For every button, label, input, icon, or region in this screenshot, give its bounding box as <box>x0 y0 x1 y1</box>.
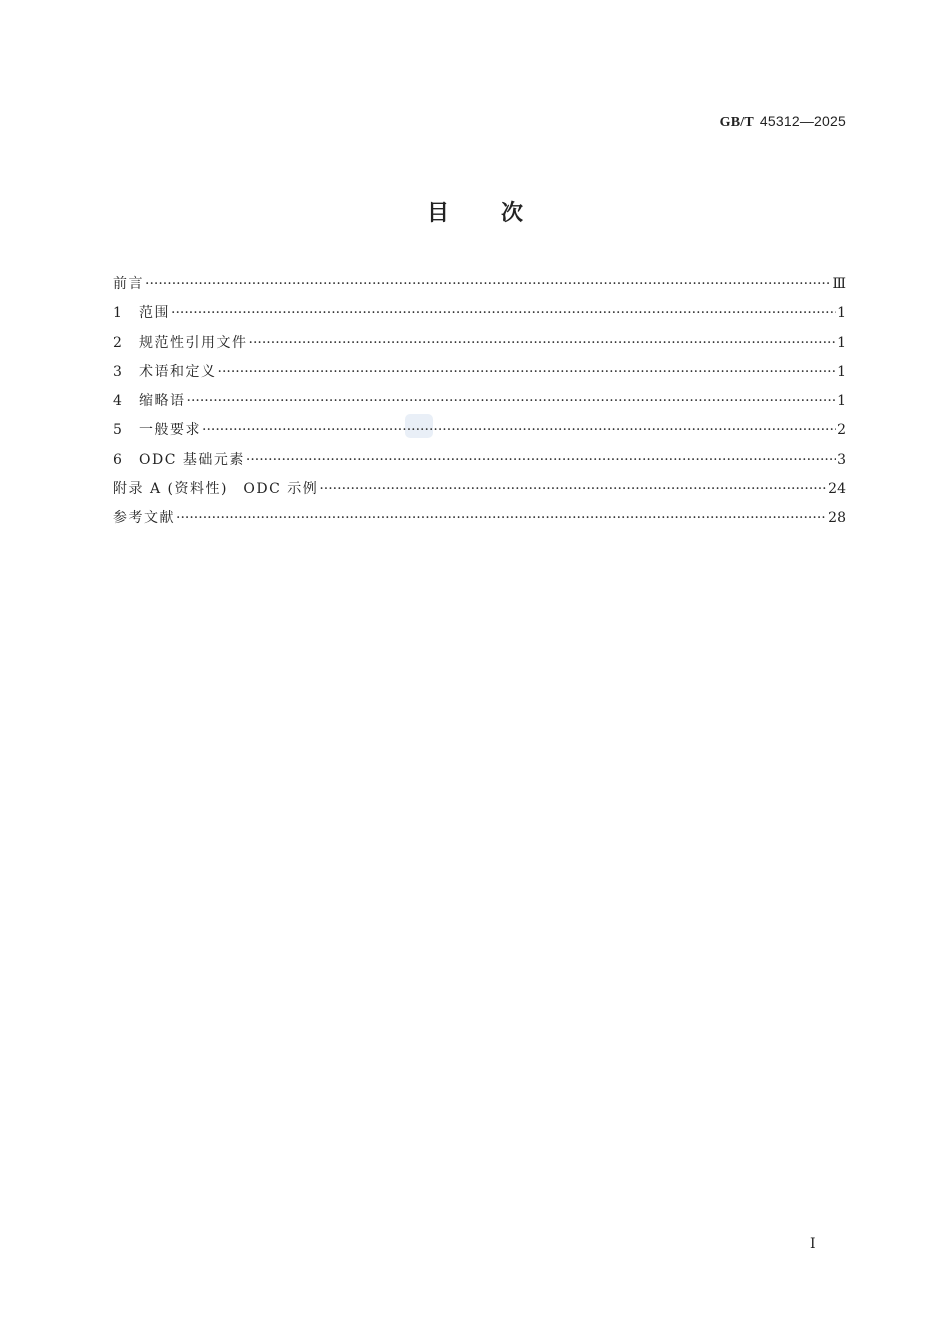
toc-entry-number: 2 <box>113 334 122 351</box>
toc-entry-text: 范围 <box>139 305 170 322</box>
toc-leader <box>171 302 836 324</box>
toc-entry-page: 1 <box>837 363 846 380</box>
toc-entry-page: 24 <box>828 481 846 498</box>
toc-entry-page: 1 <box>837 305 846 322</box>
toc-leader <box>218 361 837 383</box>
page-number: I <box>810 1236 816 1252</box>
toc-entry-page: 28 <box>828 510 846 527</box>
toc-entry-normative-references[interactable] <box>113 332 846 361</box>
toc-entry-general-requirements[interactable] <box>113 419 846 448</box>
standard-number: 45312—2025 <box>759 113 846 129</box>
toc-leader <box>319 478 827 500</box>
toc-entry-number: 1 <box>113 305 122 322</box>
toc-entry-page: 1 <box>837 334 846 351</box>
toc-entry-text: 附录 A (资料性) ODC 示例 <box>113 481 319 498</box>
toc-entry-page: Ⅲ <box>832 276 846 292</box>
toc-leader <box>246 449 836 471</box>
toc-leader <box>145 273 831 295</box>
toc-entry-bibliography[interactable] <box>113 507 846 536</box>
toc-entry-number: 4 <box>113 393 122 410</box>
toc-entry-abbreviations[interactable] <box>113 390 846 419</box>
toc-entry-text: 参考文献 <box>113 510 175 527</box>
toc-entry-number: 3 <box>113 363 122 380</box>
toc-entry-scope[interactable] <box>113 302 846 331</box>
toc-entry-terms-definitions[interactable] <box>113 361 846 390</box>
toc-entry-text: 术语和定义 <box>139 363 217 380</box>
toc-entry-odc-basic-elements[interactable] <box>113 449 846 478</box>
toc-entry-number: 6 <box>113 451 122 468</box>
toc-entry-foreword[interactable] <box>113 273 846 302</box>
toc-entry-text: 一般要求 <box>139 422 201 439</box>
toc-title: 目次 <box>426 201 575 226</box>
standard-code <box>720 113 846 131</box>
standard-prefix: GB/T <box>719 115 754 130</box>
toc-entry-appendix-a[interactable] <box>113 478 846 507</box>
toc-entry-text: ODC 基础元素 <box>139 451 245 468</box>
toc-leader <box>176 507 827 529</box>
table-of-contents <box>113 273 846 537</box>
toc-entry-number: 5 <box>113 422 122 439</box>
toc-entry-page: 3 <box>837 451 846 468</box>
toc-entry-text: 规范性引用文件 <box>139 334 248 351</box>
toc-entry-text: 缩略语 <box>139 393 186 410</box>
toc-entry-page: 1 <box>837 393 846 410</box>
toc-leader <box>202 419 836 441</box>
toc-leader <box>249 332 837 354</box>
toc-entry-page: 2 <box>837 422 846 439</box>
toc-entry-text: 前言 <box>113 276 144 292</box>
toc-leader <box>187 390 837 412</box>
